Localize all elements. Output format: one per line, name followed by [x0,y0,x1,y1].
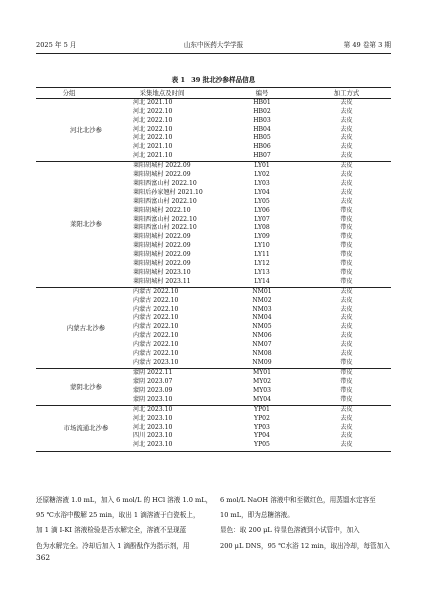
sample-location: 莱阳胡城村 2022.09 [133,242,191,250]
table-top-rule [36,87,391,88]
sample-id: HB03 [253,116,271,124]
column-header-group: 分组 [62,89,76,97]
sample-id: HB02 [253,107,271,115]
processing-method: 去皮 [340,414,353,422]
group-label: 莱阳北沙参 [70,220,102,229]
body-line-right: 显色：取 200 μL 待显色溶液到小试管中，加入 [220,526,360,535]
processing-method: 去皮 [340,107,353,115]
running-header-date: 2025 年 5 月 [36,41,77,49]
sample-id: MY04 [252,395,272,403]
sample-location: 河北 2022.10 [133,107,173,115]
sample-location: 河北 2023.10 [133,423,173,431]
sample-location: 四川 2023.10 [133,432,173,440]
processing-method: 去皮 [340,423,353,431]
processing-method: 去皮 [340,125,353,133]
processing-method: 去皮 [340,349,353,357]
processing-method: 带皮 [340,277,353,285]
sample-location: 内蒙古 2022.10 [133,314,179,322]
sample-id: NM04 [252,314,272,322]
sample-location: 内蒙古 2022.10 [133,340,179,348]
sample-location: 莱阳西富山村 2022.10 [133,180,197,188]
processing-method: 带皮 [340,395,353,403]
sample-id: MY02 [252,377,272,385]
sample-id: MY03 [252,386,272,394]
sample-location: 莱阳胡城村 2023.11 [133,277,191,285]
processing-method: 去皮 [340,197,353,205]
group-label: 内蒙古北沙参 [66,323,106,332]
table-caption [0,76,427,84]
group-label: 市场流通北沙参 [63,424,109,433]
processing-method: 去皮 [340,143,353,151]
sample-id: YP01 [254,405,270,413]
processing-method: 去皮 [340,296,353,304]
processing-method: 去皮 [340,116,353,124]
processing-method: 带皮 [340,250,353,258]
body-line-right: 10 mL，即为总糖溶液。 [220,511,294,520]
body-line-left: 色为水解完全。冷却后加入 1 滴酚酞作为指示剂，用 [36,541,190,550]
sample-location: 蒙阴 2023.07 [133,377,173,385]
processing-method: 带皮 [340,259,353,267]
sample-id: NM07 [252,340,272,348]
sample-id: HB04 [253,125,271,133]
sample-location: 河北 2021.10 [133,152,173,160]
sample-location: 内蒙古 2022.10 [133,332,179,340]
sample-location: 河北 2022.10 [133,116,173,124]
sample-location: 莱阳西富山村 2022.10 [133,224,197,232]
sample-location: 河北 2021.10 [133,143,173,151]
sample-location: 河北 2023.10 [133,405,173,413]
sample-id: LY13 [254,268,270,276]
sample-id: LY07 [254,215,270,223]
sample-id: YP03 [254,423,270,431]
processing-method: 去皮 [340,180,353,188]
sample-id: LY06 [254,206,270,214]
sample-id: HB07 [253,152,271,160]
sample-location: 莱阳胡城村 2022.09 [133,162,191,170]
sample-id: LY10 [254,242,270,250]
page-number: 362 [36,553,51,562]
sample-id: LY02 [254,171,270,179]
sample-id: LY04 [254,189,270,196]
processing-method: 去皮 [340,189,353,196]
sample-location: 河北 2022.10 [133,125,173,133]
table-number: 表 1 [171,76,186,84]
sample-location: 莱阳胡城村 2022.09 [133,233,191,241]
sample-id: LY12 [254,259,270,267]
body-line-right: 200 μL DNS，95 ℃水浴 12 min，取出冷却，每管加入 [220,541,390,550]
sample-location: 莱阳胡城村 2023.10 [133,268,191,276]
sample-location: 莱阳胡城村 2022.10 [133,206,191,214]
column-header-id: 编号 [255,89,269,97]
processing-method: 带皮 [340,242,353,250]
sample-location: 内蒙古 2022.10 [133,323,179,331]
processing-method: 去皮 [340,305,353,313]
processing-method: 去皮 [340,152,353,160]
sample-location: 莱阳后孙家翘村 2021.10 [133,189,203,196]
sample-location: 内蒙古 2023.10 [133,358,179,366]
sample-id: HB01 [253,99,271,106]
sample-id: HB05 [253,134,271,142]
sample-location: 内蒙古 2022.10 [133,296,179,304]
processing-method: 去皮 [340,171,353,179]
sample-location: 河北 2021.10 [133,99,173,106]
sample-location: 蒙阴 2023.10 [133,395,173,403]
sample-id: NM08 [252,349,272,357]
sample-id: LY05 [254,197,270,205]
processing-method: 带皮 [340,224,353,232]
body-line-left: 还原糖溶液 1.0 mL，加入 6 mol/L 的 HCl 溶液 1.0 mL， [36,496,213,504]
sample-id: LY08 [254,224,270,232]
sample-id: NM01 [252,287,272,295]
sample-id: YP05 [254,441,270,449]
processing-method: 带皮 [340,206,353,214]
processing-method: 去皮 [340,432,353,440]
sample-location: 蒙阴 2023.09 [133,386,173,394]
processing-method: 去皮 [340,323,353,331]
body-line-left: 95 ℃水浴中酸解 25 min，取出 1 滴溶液于白瓷板上， [36,511,200,520]
processing-method: 去皮 [340,134,353,142]
sample-id: LY14 [254,277,270,285]
group-label: 河北北沙参 [70,125,102,134]
sample-id: NM05 [252,323,272,331]
running-header-journal: 山东中医药大学学报 [183,41,244,49]
column-header-location: 采集地点及时间 [139,89,185,97]
processing-method: 去皮 [340,99,353,106]
processing-method: 去皮 [340,340,353,348]
processing-method: 带皮 [340,386,353,394]
sample-id: LY11 [254,250,270,258]
sample-location: 莱阳西富山村 2022.10 [133,197,197,205]
running-header-volume: 第 49 卷第 3 期 [343,41,391,49]
sample-location: 内蒙古 2022.10 [133,305,179,313]
processing-method: 带皮 [340,369,353,376]
processing-method: 去皮 [340,314,353,322]
sample-id: NM09 [252,358,272,366]
processing-method: 去皮 [340,162,353,170]
sample-location: 莱阳胡城村 2022.09 [133,259,191,267]
sample-id: NM03 [252,305,272,313]
sample-id: HB06 [253,143,271,151]
processing-method: 带皮 [340,233,353,241]
body-line-right: 6 mol/L NaOH 溶液中和至微红色，用蒸馏水定容至 [220,496,376,504]
sample-id: LY09 [254,233,270,241]
sample-id: YP04 [254,432,270,440]
processing-method: 去皮 [340,332,353,340]
sample-location: 内蒙古 2022.10 [133,349,179,357]
sample-id: YP02 [254,414,270,422]
processing-method: 带皮 [340,268,353,276]
group-label: 蒙阴北沙参 [70,382,102,391]
sample-location: 莱阳西富山村 2022.10 [133,215,197,223]
sample-location: 莱阳胡城村 2022.09 [133,250,191,258]
processing-method: 去皮 [340,405,353,413]
column-header-method: 加工方式 [333,89,360,97]
sample-id: MY01 [252,369,272,376]
sample-id: NM06 [252,332,272,340]
sample-location: 河北 2022.10 [133,134,173,142]
sample-location: 蒙阴 2022.11 [133,369,173,376]
sample-id: NM02 [252,296,272,304]
processing-method: 带皮 [340,215,353,223]
processing-method: 去皮 [340,287,353,295]
table-bottom-rule [36,451,391,452]
table-title: 39 批北沙参样品信息 [191,76,256,84]
sample-location: 莱阳胡城村 2022.09 [133,171,191,179]
header-rule [36,53,391,54]
body-line-left: 加 1 滴 I-KI 溶液检验是否水解完全，溶液不呈现蓝 [36,526,187,535]
processing-method: 去皮 [340,441,353,449]
sample-id: LY03 [254,180,270,188]
processing-method: 带皮 [340,358,353,366]
sample-location: 河北 2023.10 [133,414,173,422]
sample-location: 内蒙古 2022.10 [133,287,179,295]
processing-method: 带皮 [340,377,353,385]
sample-id: LY01 [254,162,270,170]
sample-location: 河北 2023.10 [133,441,173,449]
